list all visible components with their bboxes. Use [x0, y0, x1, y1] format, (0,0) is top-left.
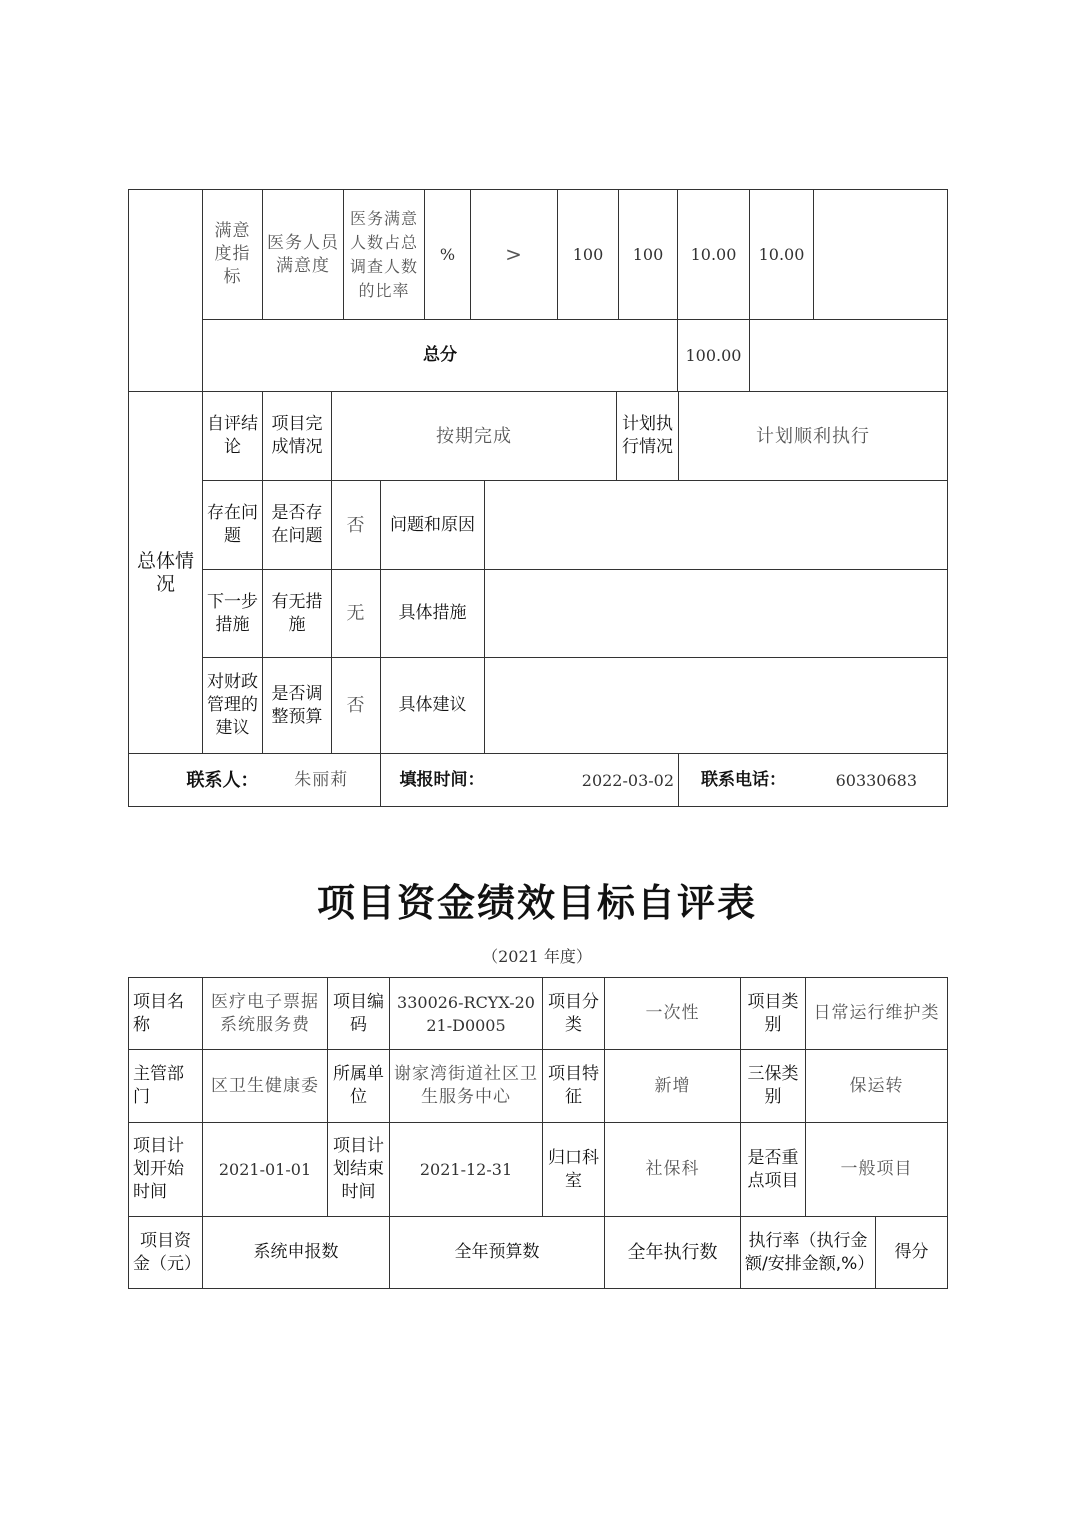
indicator-unit: %	[425, 190, 471, 320]
overall-table	[128, 391, 948, 807]
phone-label: 联系电话：	[701, 769, 787, 790]
indicator-category: 满意度指标	[203, 190, 263, 320]
has-measures-value: 无	[332, 570, 381, 658]
measures-detail-value	[485, 570, 948, 658]
project-name-value: 医疗电子票据系统服务费	[203, 978, 328, 1050]
plan-end-label: 项目计划结束时间	[328, 1123, 390, 1217]
total-label: 总分	[203, 320, 678, 392]
row-problems-label: 存在问题	[203, 481, 263, 570]
adjust-budget-label: 是否调整预算	[263, 658, 332, 754]
date-value: 2022-03-02	[485, 754, 679, 807]
indicator-operator: >	[471, 190, 558, 320]
phone-value: 60330683	[835, 770, 918, 790]
unit-value: 谢家湾街道社区卫生服务中心	[390, 1050, 543, 1123]
date-label: 填报时间：	[381, 754, 485, 807]
indicator-target: 100	[558, 190, 619, 320]
total-remark	[750, 320, 948, 392]
indicator-actual: 100	[619, 190, 678, 320]
project-code-label: 项目编码	[328, 978, 390, 1050]
funds-label: 项目资金（元）	[129, 1217, 203, 1289]
feature-label: 项目特征	[543, 1050, 605, 1123]
project-class-label: 项目分类	[543, 978, 605, 1050]
has-measures-label: 有无措施	[263, 570, 332, 658]
plan-start-label: 项目计划开始时间	[129, 1123, 203, 1217]
annual-execution-header: 全年执行数	[605, 1217, 741, 1289]
project-info-table	[128, 977, 948, 1289]
plan-start-value: 2021-01-01	[203, 1123, 328, 1217]
three-guarantee-label: 三保类别	[741, 1050, 806, 1123]
project-code-value: 330026-RCYX-2021-D0005	[390, 978, 543, 1050]
has-problems-value: 否	[332, 481, 381, 570]
department-label: 主管部门	[129, 1050, 203, 1123]
declared-amount-header: 系统申报数	[203, 1217, 390, 1289]
blank-section-cell	[129, 190, 203, 392]
problems-reason-label: 问题和原因	[381, 481, 485, 570]
problems-reason-value	[485, 481, 948, 570]
contact-label: 联系人：	[129, 754, 263, 807]
row-next-steps-label: 下一步措施	[203, 570, 263, 658]
annual-budget-header: 全年预算数	[390, 1217, 605, 1289]
key-project-label: 是否重点项目	[741, 1123, 806, 1217]
adjust-budget-value: 否	[332, 658, 381, 754]
suggestion-detail-value	[485, 658, 948, 754]
completion-value: 按期完成	[332, 392, 617, 481]
indicator-description: 医务满意人数占总调查人数的比率	[344, 190, 425, 320]
project-class-value: 一次性	[605, 978, 741, 1050]
project-type-label: 项目类别	[741, 978, 806, 1050]
project-name-label: 项目名称	[129, 978, 203, 1050]
total-value: 100.00	[678, 320, 750, 392]
score-header: 得分	[876, 1217, 948, 1289]
indicator-score: 10.00	[750, 190, 814, 320]
has-problems-label: 是否存在问题	[263, 481, 332, 570]
contact-value: 朱丽莉	[263, 754, 381, 807]
execution-rate-header: 执行率（执行金额/安排金额,%）	[741, 1217, 876, 1289]
unit-label: 所属单位	[328, 1050, 390, 1123]
year-subtitle: （2021 年度）	[482, 947, 592, 966]
overall-section-label: 总体情况	[129, 392, 203, 754]
project-type-value: 日常运行维护类	[806, 978, 948, 1050]
three-guarantee-value: 保运转	[806, 1050, 948, 1123]
suggestion-detail-label: 具体建议	[381, 658, 485, 754]
page-title: 项目资金绩效目标自评表	[316, 881, 757, 925]
department-value: 区卫生健康委	[203, 1050, 328, 1123]
plan-execution-label: 计划执行情况	[617, 392, 679, 481]
measures-detail-label: 具体措施	[381, 570, 485, 658]
row-suggestions-label: 对财政管理的建议	[203, 658, 263, 754]
office-value: 社保科	[605, 1123, 741, 1217]
key-project-value: 一般项目	[806, 1123, 948, 1217]
indicator-table	[128, 189, 948, 392]
office-label: 归口科室	[543, 1123, 605, 1217]
indicator-remark	[814, 190, 948, 320]
completion-label: 项目完成情况	[263, 392, 332, 481]
plan-end-value: 2021-12-31	[390, 1123, 543, 1217]
indicator-name: 医务人员满意度	[263, 190, 344, 320]
plan-execution-value: 计划顺利执行	[679, 392, 948, 481]
feature-value: 新增	[605, 1050, 741, 1123]
indicator-weight: 10.00	[678, 190, 750, 320]
row-conclusion-label: 自评结论	[203, 392, 263, 481]
phone-cell	[679, 754, 948, 807]
